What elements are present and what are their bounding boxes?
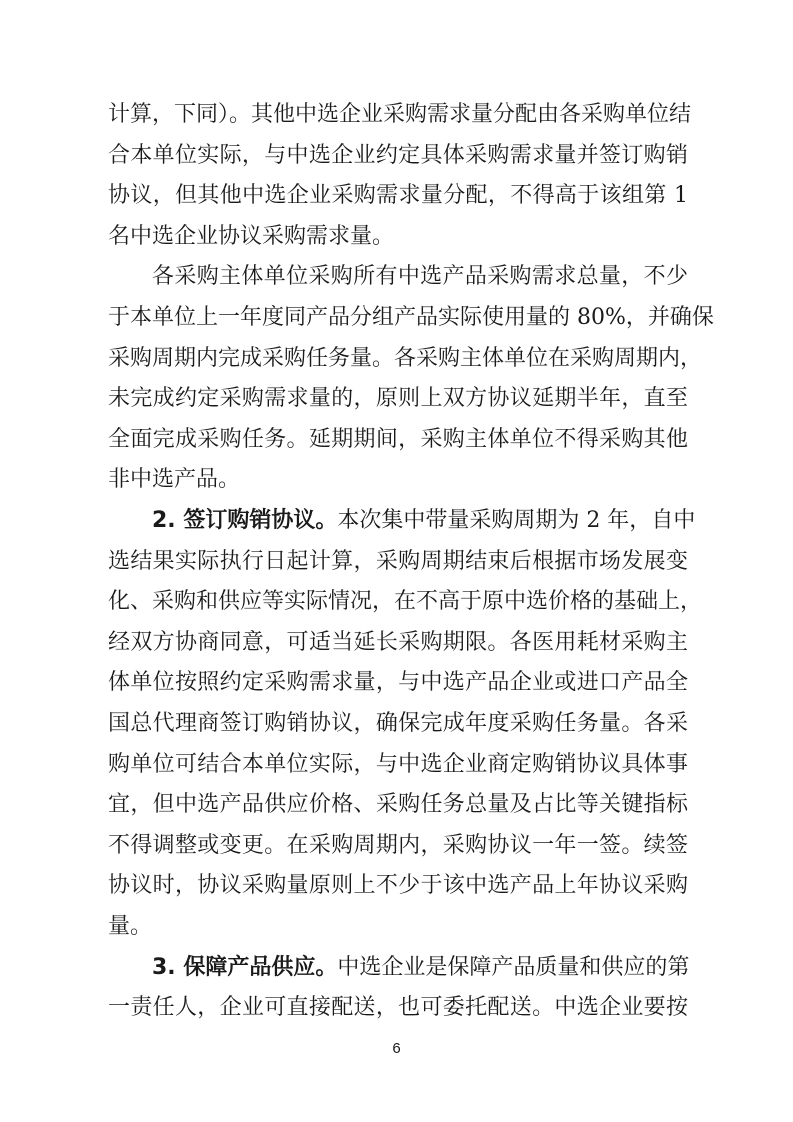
text-line: 化、采购和供应等实际情况，在不高于原中选价格的基础上， [108,589,703,614]
paragraph-first-line [152,501,696,541]
paragraph-first-line [152,948,688,988]
section-heading: 3. 保障产品供应。 [152,955,338,980]
text-line: 协议，但其他中选企业采购需求量分配，不得高于该组第 1 [108,183,688,208]
text-line: 国总代理商签订购销协议，确保完成年度采购任务量。各采 [108,711,688,736]
text-line: 不得调整或变更。在采购周期内，采购协议一年一签。续签 [108,833,688,858]
text-line: 宜，但中选产品供应价格、采购任务总量及占比等关键指标 [108,792,688,817]
text-line: 采购周期内完成采购任务量。各采购主体单位在采购周期内， [108,346,703,371]
text-line: 选结果实际执行日起计算，采购周期结束后根据市场发展变 [108,549,688,574]
text-segment: 本次集中带量采购周期为 2 年，自中 [337,508,696,533]
text-line: 协议时，协议采购量原则上不少于该中选产品上年协议采购 [108,873,688,898]
paragraph-first-line: 各采购主体单位采购所有中选产品采购需求总量，不少 [152,264,688,289]
page-number: 6 [392,1040,401,1057]
text-line: 于本单位上一年度同产品分组产品实际使用量的 80%，并确保 [108,305,714,330]
text-line: 名中选企业协议采购需求量。 [108,224,395,249]
text-line: 一责任人，企业可直接配送，也可委托配送。中选企业要按 [108,995,688,1020]
text-line: 计算，下同）。其他中选企业采购需求量分配由各采购单位结 [108,102,692,127]
text-line: 非中选产品。 [108,467,241,492]
text-line: 全面完成采购任务。延期期间，采购主体单位不得采购其他 [108,427,688,452]
text-line: 体单位按照约定采购需求量，与中选产品企业或进口产品全 [108,670,688,695]
text-line: 量。 [108,914,153,939]
text-segment: 中选企业是保障产品质量和供应的第 [337,955,690,980]
text-line: 购单位可结合本单位实际，与中选企业商定购销协议具体事 [108,752,688,777]
section-heading: 2. 签订购销协议。 [152,508,338,533]
text-line: 未完成约定采购需求量的，原则上双方协议延期半年，直至 [108,386,688,411]
text-line: 经双方协商同意，可适当延长采购期限。各医用耗材采购主 [108,630,688,655]
text-line: 合本单位实际，与中选企业约定具体采购需求量并签订购销 [108,143,688,168]
